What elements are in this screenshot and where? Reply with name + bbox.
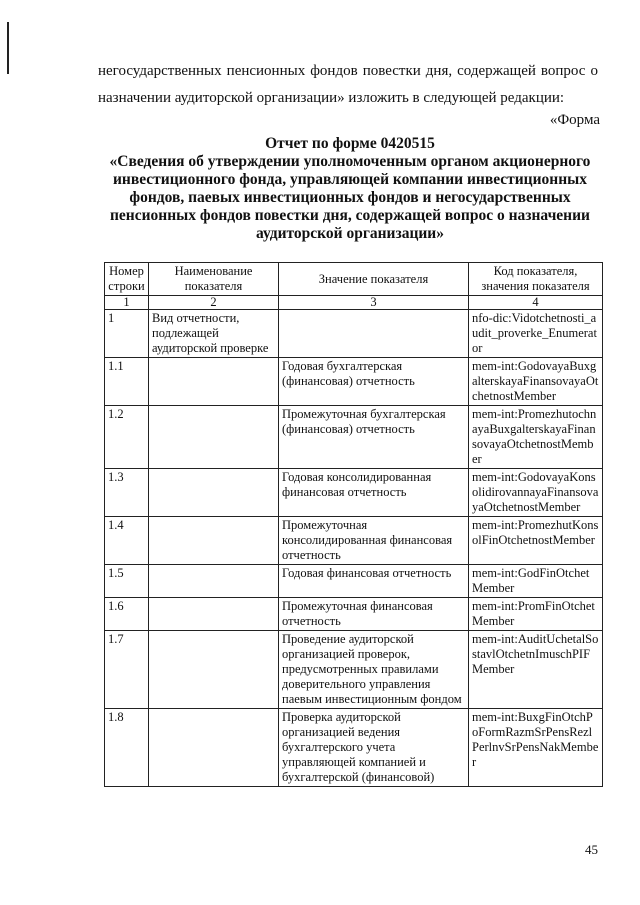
row-name	[149, 406, 279, 469]
table-row	[105, 709, 603, 787]
forma-label: «Форма	[549, 112, 600, 128]
table-row	[105, 406, 603, 469]
row-number: 1	[105, 310, 149, 358]
header-indicator-name: Наименование показателя	[149, 263, 279, 296]
report-table	[104, 262, 603, 787]
intro-line-1: негосударственных пенсионных фондов повестки дня, содержащей вопрос о	[98, 63, 598, 79]
row-code: mem-int:AuditUchetalSostavlOtchetnImuschPIFMember	[469, 631, 603, 709]
row-value: Проверка аудиторской организацией ведения бухгалтерского учета управляющей компанией и бухгалтерской (финансовой)	[279, 709, 469, 787]
row-code: mem-int:GodFinOtchetMember	[469, 565, 603, 598]
table-row	[105, 598, 603, 631]
row-number: 1.5	[105, 565, 149, 598]
page-number: 45	[585, 842, 598, 857]
report-title: Отчет по форме 0420515	[265, 135, 435, 152]
row-name	[149, 358, 279, 406]
row-code: mem-int:PromFinOtchetMember	[469, 598, 603, 631]
column-number: 1	[105, 296, 149, 310]
header-indicator-code: Код показателя, значения показателя	[469, 263, 603, 296]
row-value: Годовая консолидированная финансовая отчетность	[279, 469, 469, 517]
report-subtitle: «Сведения об утверждении уполномоченным органом акционерного инвестиционного фонда, управляющей компании инвестиционных фондов, паевых инвестиционных фондов и негосударственных пенсионных фондов повестки дня, содержащей вопрос о назначении аудиторской организации»	[109, 153, 591, 242]
row-value: Годовая финансовая отчетность	[279, 565, 469, 598]
row-name	[149, 631, 279, 709]
column-number: 4	[469, 296, 603, 310]
row-code: mem-int:PromezhutochnayaBuxgalterskayaFinansovayaOtchetnostMember	[469, 406, 603, 469]
column-number: 2	[149, 296, 279, 310]
row-code: nfo-dic:Vidotchetnosti_audit_proverke_Enumerator	[469, 310, 603, 358]
row-name	[149, 469, 279, 517]
row-value: Промежуточная финансовая отчетность	[279, 598, 469, 631]
table-row	[105, 469, 603, 517]
row-code: mem-int:GodovayaBuxgalterskayaFinansovayaOtchetnostMember	[469, 358, 603, 406]
row-value: Промежуточная консолидированная финансовая отчетность	[279, 517, 469, 565]
row-name: Вид отчетности, подлежащей аудиторской проверке	[149, 310, 279, 358]
table-header-row	[105, 263, 603, 296]
row-name	[149, 565, 279, 598]
row-number: 1.2	[105, 406, 149, 469]
row-number: 1.1	[105, 358, 149, 406]
column-number: 3	[279, 296, 469, 310]
table-row	[105, 358, 603, 406]
table-row	[105, 310, 603, 358]
row-value: Годовая бухгалтерская (финансовая) отчетность	[279, 358, 469, 406]
intro-line-2: назначении аудиторской организации» изложить в следующей редакции:	[98, 90, 565, 106]
row-number: 1.6	[105, 598, 149, 631]
row-name	[149, 517, 279, 565]
row-value: Проведение аудиторской организацией проверок, предусмотренных правилами доверительного управления паевым инвестиционным фондом	[279, 631, 469, 709]
row-value	[279, 310, 469, 358]
row-value: Промежуточная бухгалтерская (финансовая) отчетность	[279, 406, 469, 469]
row-name	[149, 598, 279, 631]
header-indicator-value: Значение показателя	[279, 263, 469, 296]
row-number: 1.7	[105, 631, 149, 709]
table-row	[105, 565, 603, 598]
row-number: 1.8	[105, 709, 149, 787]
row-code: mem-int:BuxgFinOtchPoFormRazmSrPensRezlPerlnvSrPensNakMember	[469, 709, 603, 787]
column-number-row	[105, 296, 603, 310]
margin-line	[7, 22, 9, 74]
table-row	[105, 517, 603, 565]
row-code: mem-int:GodovayaKonsolidirovannayaFinansovayaOtchetnostMember	[469, 469, 603, 517]
row-number: 1.3	[105, 469, 149, 517]
row-name	[149, 709, 279, 787]
table-row	[105, 631, 603, 709]
row-number: 1.4	[105, 517, 149, 565]
header-row-number: Номер строки	[105, 263, 149, 296]
row-code: mem-int:PromezhutKonsolFinOtchetnostMember	[469, 517, 603, 565]
